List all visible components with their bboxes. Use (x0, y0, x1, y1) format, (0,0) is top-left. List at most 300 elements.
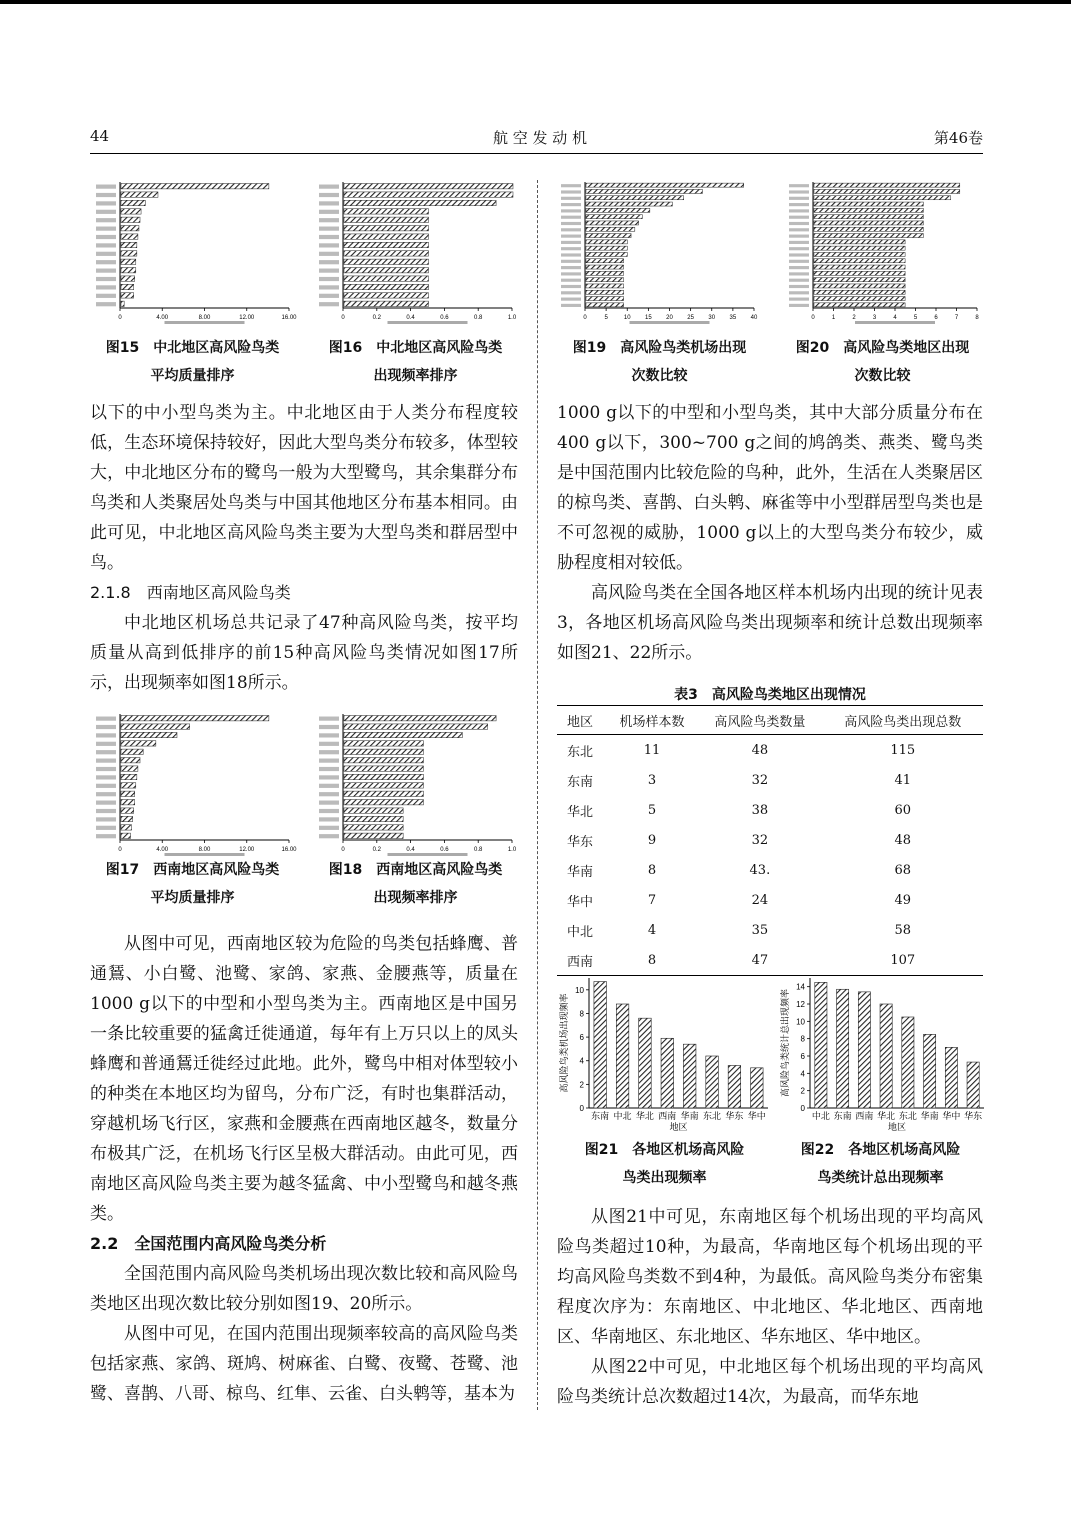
c15-category-label (96, 285, 116, 289)
c15-category-label (96, 252, 116, 256)
c17-bar (121, 758, 140, 763)
paragraph: 从图21中可见，东南地区每个机场出现的平均高风险鸟类超过10种，为最高，华南地区每个机场出现的平均高风险鸟类数不到4种，为最低。高风险鸟类分布密集程度次序为：东南地区、中北地区、华北地区、西南地区、华南地区、东北地区、华东地区、华中地区。 (557, 1207, 983, 1347)
c15-tick-label: 4.00 (156, 315, 169, 321)
c18-category-label (319, 775, 339, 779)
c19-bar (586, 202, 672, 206)
c15-tick-label: 16.00 (281, 315, 297, 321)
c21-tick-label: 6 (579, 1033, 584, 1043)
table-cell: 3 (647, 772, 657, 788)
c19-tick-label: 5 (604, 315, 608, 321)
c22-category-label: 中北 (811, 1112, 830, 1122)
table-cell: 9 (647, 832, 657, 848)
c20-category-label (789, 222, 809, 225)
fig22-chart (778, 972, 988, 1134)
c19-bar (586, 252, 627, 256)
c17-bar (121, 766, 138, 771)
c19-bar (586, 208, 650, 212)
c22-tick-label: 10 (796, 1017, 805, 1027)
fig17-num: 图17 (105, 862, 140, 878)
c17-category-label (96, 817, 116, 821)
c15-category-label (96, 294, 116, 298)
c16-tick-label: 0.4 (406, 315, 415, 321)
c20-tick-label: 8 (975, 315, 979, 321)
c17-bar (121, 716, 269, 721)
fig15-chart (92, 178, 297, 326)
c15-axis-title (165, 321, 245, 324)
c20-category-label (789, 190, 809, 193)
c18-tick-label: 0.2 (372, 847, 381, 853)
c20-tick-label: 1 (831, 315, 836, 321)
c21-bar (616, 1004, 629, 1108)
c22-category-label: 西南 (855, 1112, 874, 1122)
table-cell: 38 (751, 802, 769, 818)
c18-bar (344, 749, 423, 754)
c20-category-label (789, 266, 809, 269)
fig18-title2: 出现频率排序 (373, 890, 458, 906)
fig19-title1: 高风险鸟类机场出现 (620, 340, 747, 356)
c19-bar (586, 259, 624, 263)
c15-category-label (96, 193, 116, 197)
c17-bar (121, 749, 143, 754)
c18-bar (344, 791, 423, 796)
c19-bar (586, 234, 631, 238)
c21-tick-label: 0 (579, 1104, 584, 1113)
fig17-caption (90, 856, 295, 912)
c20-tick-label: 3 (872, 315, 877, 321)
header-rule (90, 153, 983, 154)
c15-bar (121, 226, 139, 231)
c17-category-label (96, 784, 116, 788)
c15-category-label (96, 243, 116, 247)
c22-ylabel: 高风险鸟类统计总出现频率 (781, 988, 791, 1098)
c20-tick-label: 2 (852, 315, 856, 321)
c19-category-label (561, 222, 581, 225)
c21-bar (728, 1065, 741, 1108)
c22-xlabel: 地区 (887, 1123, 907, 1133)
c15-bar (121, 200, 145, 205)
table-cell: 华中 (567, 894, 594, 910)
c20-category-label (789, 291, 809, 294)
c20-category-label (789, 197, 809, 200)
c19-bar (586, 278, 624, 282)
fig20-title1: 高风险鸟类地区出现 (843, 340, 970, 356)
table-row (557, 915, 983, 945)
c22-bar (837, 989, 849, 1108)
c17-category-label (96, 733, 116, 737)
c15-bar (121, 234, 138, 239)
table-cell: 11 (643, 742, 661, 758)
table-row (557, 735, 983, 766)
c16-category-label (319, 227, 339, 231)
c15-category-label (96, 218, 116, 222)
c15-category-label (96, 210, 116, 214)
c19-category-label (561, 209, 581, 212)
c20-bar (814, 278, 905, 282)
c20-bar (814, 246, 905, 250)
c16-tick-label: 0.6 (440, 315, 449, 321)
paragraph: 全国范围内高风险鸟类机场出现次数比较和高风险鸟类地区出现次数比较分别如图19、20所示。 (90, 1264, 518, 1314)
c18-bar (344, 724, 488, 729)
table-cell: 东南 (567, 774, 594, 790)
c15-bar (121, 217, 140, 222)
c20-category-label (789, 298, 809, 301)
fig18-caption (313, 856, 518, 912)
c18-category-label (319, 809, 339, 813)
c20-tick-label: 6 (934, 315, 938, 321)
c17-category-label (96, 767, 116, 771)
th-airports: 机场样本数 (607, 706, 697, 735)
c16-category-label (319, 201, 339, 205)
c20-bar (814, 240, 905, 244)
c20-bar (814, 252, 905, 256)
c17-bar (121, 741, 156, 746)
c17-bar (121, 732, 177, 737)
fig17-title2: 平均质量排序 (150, 890, 235, 906)
c19-tick-label: 35 (729, 315, 737, 321)
c16-bar (344, 200, 496, 205)
th-total: 高风险鸟类出现总数 (823, 706, 983, 735)
c17-category-label (96, 717, 116, 721)
c21-bar (661, 1038, 674, 1108)
c17-bar (121, 724, 190, 729)
c18-category-label (319, 792, 339, 796)
fig21-num: 图21 (584, 1142, 619, 1158)
c22-tick-label: 8 (800, 1034, 805, 1044)
c21-xlabel: 地区 (669, 1123, 688, 1133)
table-cell: 48 (894, 832, 912, 848)
c17-category-label (96, 775, 116, 779)
c18-category-label (319, 733, 339, 737)
c18-category-label (319, 834, 339, 838)
c16-category-label (319, 185, 339, 189)
c18-category-label (319, 801, 339, 805)
c18-category-label (319, 742, 339, 746)
c17-bar (121, 816, 133, 821)
c21-category-label: 东南 (591, 1112, 610, 1122)
c19-category-label (561, 190, 581, 193)
paragraph: 从图22中可见，中北地区每个机场出现的平均高风险鸟类统计总次数超过14次，为最高，而华东地 (557, 1357, 983, 1407)
c21-category-label: 华北 (635, 1112, 654, 1122)
c16-category-label (319, 193, 339, 197)
table-header-row (557, 706, 983, 735)
c21-bar (639, 1018, 652, 1108)
c20-bar (814, 303, 905, 307)
c21-tick-label: 10 (575, 985, 584, 995)
table-cell: 41 (894, 772, 912, 788)
c18-category-label (319, 826, 339, 830)
c20-bar (814, 215, 923, 219)
c19-bar (586, 303, 624, 307)
fig21-title2: 鸟类出现频率 (622, 1170, 707, 1186)
c21-category-label: 华南 (680, 1112, 699, 1122)
table-cell: 49 (894, 892, 912, 908)
c20-category-label (789, 184, 809, 187)
c17-bar (121, 791, 135, 796)
c16-bar (344, 184, 513, 189)
c15-tick-label: 12.00 (239, 315, 255, 321)
c19-bar (586, 183, 744, 187)
c16-tick-label: 1.0 (507, 315, 517, 321)
c16-category-label (319, 285, 339, 289)
c18-category-label (319, 725, 339, 729)
table-cell: 107 (823, 945, 983, 976)
c19-bar (586, 215, 642, 219)
c18-tick-label: 0.8 (474, 847, 483, 853)
c18-tick-label: 0.4 (406, 847, 415, 853)
c15-bar (121, 192, 158, 197)
c16-category-label (319, 243, 339, 247)
c21-bar (706, 1056, 719, 1108)
c20-bar (814, 297, 905, 301)
c15-bar (121, 301, 124, 306)
c19-category-label (561, 285, 581, 288)
table3 (557, 705, 983, 976)
right-column-top (557, 398, 983, 668)
c19-category-label (561, 298, 581, 301)
c19-category-label (561, 279, 581, 282)
c22-bar (902, 1017, 914, 1108)
c19-category-label (561, 203, 581, 206)
fig19-caption (557, 334, 762, 390)
table-row (557, 945, 983, 976)
table-cell: 4 (647, 922, 657, 938)
c16-bar (344, 192, 513, 197)
c22-bar (924, 1034, 936, 1108)
c16-axis-title (388, 321, 468, 324)
c22-category-label: 华南 (920, 1112, 939, 1122)
c21-category-label: 东北 (703, 1112, 722, 1122)
c19-category-label (561, 235, 581, 238)
c15-bar (121, 268, 136, 273)
c19-tick-label: 30 (708, 315, 716, 321)
th-species: 高风险鸟类数量 (697, 706, 822, 735)
c17-bar (121, 825, 132, 830)
c16-bar (344, 226, 429, 231)
journal-title: 航 空 发 动 机 (492, 129, 588, 147)
c21-bar (751, 1068, 764, 1108)
fig19-chart (557, 178, 762, 326)
c17-category-label (96, 801, 116, 805)
paragraph: 从图中可见，西南地区较为危险的鸟类包括蜂鹰、普通鵟、小白鹭、池鹭、家鸽、家燕、金腰燕等，质量在1000 g以下的中型和小型鸟类为主。西南地区是中国另一条比较重要的猛禽迁徙通道，每年有上万只以上的凤头蜂鹰和普通鵟迁徙经过此地。此外，鹭鸟中相对体型较小的种类在本地区均为留鸟，分布广泛，有时也集群活动，穿越机场飞行区，家燕和金腰燕在西南地区越冬，数量分布极其广泛，在机场飞行区呈极大群活动。由此可见，西南地区高风险鸟类主要为越冬猛禽、中小型鹭鸟和越冬燕类。 (90, 934, 518, 1224)
c15-category-label (96, 227, 116, 231)
c16-tick-label: 0.2 (372, 315, 381, 321)
c16-bar (344, 301, 429, 306)
fig19-num: 图19 (572, 340, 607, 356)
c22-category-label: 华北 (877, 1112, 896, 1122)
c15-category-label (96, 302, 116, 306)
c18-category-label (319, 784, 339, 788)
fig18-chart (315, 710, 520, 858)
c21-category-label: 华中 (747, 1112, 766, 1122)
c22-tick-label: 0 (800, 1104, 805, 1113)
c20-bar (814, 196, 951, 200)
fig15-title1: 中北地区高风险鸟类 (153, 340, 280, 356)
c19-category-label (561, 272, 581, 275)
c15-category-label (96, 185, 116, 189)
fig20-title2: 次数比较 (854, 368, 911, 384)
c21-category-label: 西南 (658, 1112, 677, 1122)
c15-category-label (96, 201, 116, 205)
c16-bar (344, 293, 429, 298)
table-cell: 58 (894, 922, 912, 938)
c22-category-label: 华东 (964, 1112, 983, 1122)
c16-bar (344, 276, 429, 281)
c20-category-label (789, 241, 809, 244)
column-divider (537, 180, 538, 1410)
fig18-title1: 西南地区高风险鸟类 (376, 862, 503, 878)
c21-bar (683, 1044, 696, 1108)
table-cell: 24 (751, 892, 769, 908)
c16-category-label (319, 269, 339, 273)
c19-bar (586, 196, 684, 200)
table-row (557, 885, 983, 915)
table-row (557, 855, 983, 885)
c18-bar (344, 741, 423, 746)
c20-category-label (789, 304, 809, 307)
c18-bar (344, 816, 403, 821)
c19-category-label (561, 241, 581, 244)
c15-bar (121, 184, 269, 189)
fig22-title1: 各地区机场高风险 (848, 1142, 961, 1158)
c18-bar (344, 800, 423, 805)
volume-label: 第46卷 (933, 129, 983, 147)
fig16-title2: 出现频率排序 (373, 368, 458, 384)
c16-category-label (319, 260, 339, 264)
c20-bar (814, 227, 923, 231)
c18-bar (344, 758, 423, 763)
c20-category-label (789, 209, 809, 212)
c18-category-label (319, 759, 339, 763)
c15-bar (121, 209, 141, 214)
fig16-caption (313, 334, 518, 390)
c15-category-label (96, 277, 116, 281)
table-row (557, 795, 983, 825)
c19-category-label (561, 253, 581, 256)
table-cell: 7 (647, 892, 657, 908)
section-heading-2-2: 2.2 全国范围内高风险鸟类分析 (90, 1234, 327, 1253)
c20-bar (814, 284, 905, 288)
c22-tick-label: 6 (800, 1052, 805, 1061)
table-cell: 43. (749, 862, 771, 878)
c16-tick-label: 0 (341, 315, 345, 321)
paragraph: 从图中可见，在国内范围出现频率较高的高风险鸟类包括家燕、家鸽、斑鸠、树麻雀、白鹭、夜鹭、苍鹭、池鹭、喜鹊、八哥、椋鸟、红隼、云雀、白头鹎等，基本为 (90, 1324, 518, 1404)
c15-bar (121, 276, 135, 281)
fig20-num: 图20 (795, 340, 830, 356)
c19-category-label (561, 304, 581, 307)
table-cell: 68 (894, 862, 912, 878)
c20-category-label (789, 260, 809, 263)
table-cell: 60 (894, 802, 912, 818)
c19-bar (586, 284, 624, 288)
c21-tick-label: 8 (579, 1009, 584, 1019)
table-cell: 8 (607, 945, 697, 976)
fig15-num: 图15 (105, 340, 140, 356)
fig15-title2: 平均质量排序 (150, 368, 235, 384)
table-cell: 115 (890, 742, 916, 758)
c20-bar (814, 259, 905, 263)
c19-bar (586, 265, 624, 269)
c20-category-label (789, 216, 809, 219)
c19-bar (586, 271, 624, 275)
c17-tick-label: 12.00 (239, 847, 255, 853)
c15-bar (121, 293, 134, 298)
c19-bar (586, 246, 627, 250)
table-cell: 32 (751, 772, 769, 788)
table-cell: 5 (647, 802, 657, 818)
c19-category-label (561, 184, 581, 187)
c18-bar (344, 766, 423, 771)
table-cell: 西南 (557, 945, 607, 976)
c22-tick-label: 2 (800, 1086, 805, 1096)
c19-axis-title (630, 321, 710, 324)
c17-tick-label: 16.00 (281, 847, 297, 853)
c20-tick-label: 5 (913, 315, 918, 321)
table-row (557, 825, 983, 855)
fig17-chart (92, 710, 297, 858)
c17-bar (121, 783, 136, 788)
c22-tick-label: 12 (796, 1000, 805, 1009)
table-cell: 47 (697, 945, 822, 976)
c20-bar (814, 290, 905, 294)
c16-bar (344, 251, 429, 256)
c22-bar (858, 992, 870, 1108)
c20-category-label (789, 247, 809, 250)
c19-tick-label: 40 (750, 315, 758, 321)
c16-category-label (319, 302, 339, 306)
c15-tick-label: 8.00 (198, 315, 211, 321)
c19-tick-label: 25 (687, 315, 694, 321)
c17-category-label (96, 792, 116, 796)
c20-category-label (789, 279, 809, 282)
c17-tick-label: 8.00 (198, 847, 211, 853)
c16-tick-label: 0.8 (474, 315, 483, 321)
c16-category-label (319, 218, 339, 222)
c15-category-label (96, 269, 116, 273)
c20-bar (814, 208, 923, 212)
fig21-caption (557, 1136, 772, 1192)
c18-bar (344, 783, 423, 788)
c19-tick-label: 10 (623, 315, 631, 321)
c17-tick-label: 4.00 (156, 847, 169, 853)
c16-bar (344, 284, 429, 289)
c22-category-label: 东南 (833, 1112, 852, 1122)
table3-title: 表3 高风险鸟类地区出现情况 (674, 687, 866, 703)
c18-bar (344, 774, 423, 779)
page-number: 44 (90, 127, 110, 145)
c17-bar (121, 800, 135, 805)
table-cell: 华南 (567, 864, 594, 880)
c17-category-label (96, 750, 116, 754)
c19-bar (586, 221, 639, 225)
c15-bar (121, 251, 137, 256)
c22-bar (967, 1062, 979, 1108)
fig17-title1: 西南地区高风险鸟类 (153, 862, 280, 878)
paragraph: 高风险鸟类在全国各地区样本机场内出现的统计见表3，各地区机场高风险鸟类出现频率和统计总数出现频率如图21、22所示。 (557, 583, 983, 663)
c22-bar (815, 982, 827, 1108)
c18-tick-label: 1.0 (507, 847, 517, 853)
c19-tick-label: 15 (645, 315, 652, 321)
c19-category-label (561, 197, 581, 200)
c15-category-label (96, 260, 116, 264)
c16-bar (344, 217, 429, 222)
c16-bar (344, 259, 429, 264)
c16-bar (344, 234, 429, 239)
c18-tick-label: 0 (341, 847, 345, 853)
c20-category-label (789, 272, 809, 275)
c19-bar (586, 189, 702, 193)
c19-bar (586, 290, 624, 294)
c19-category-label (561, 291, 581, 294)
